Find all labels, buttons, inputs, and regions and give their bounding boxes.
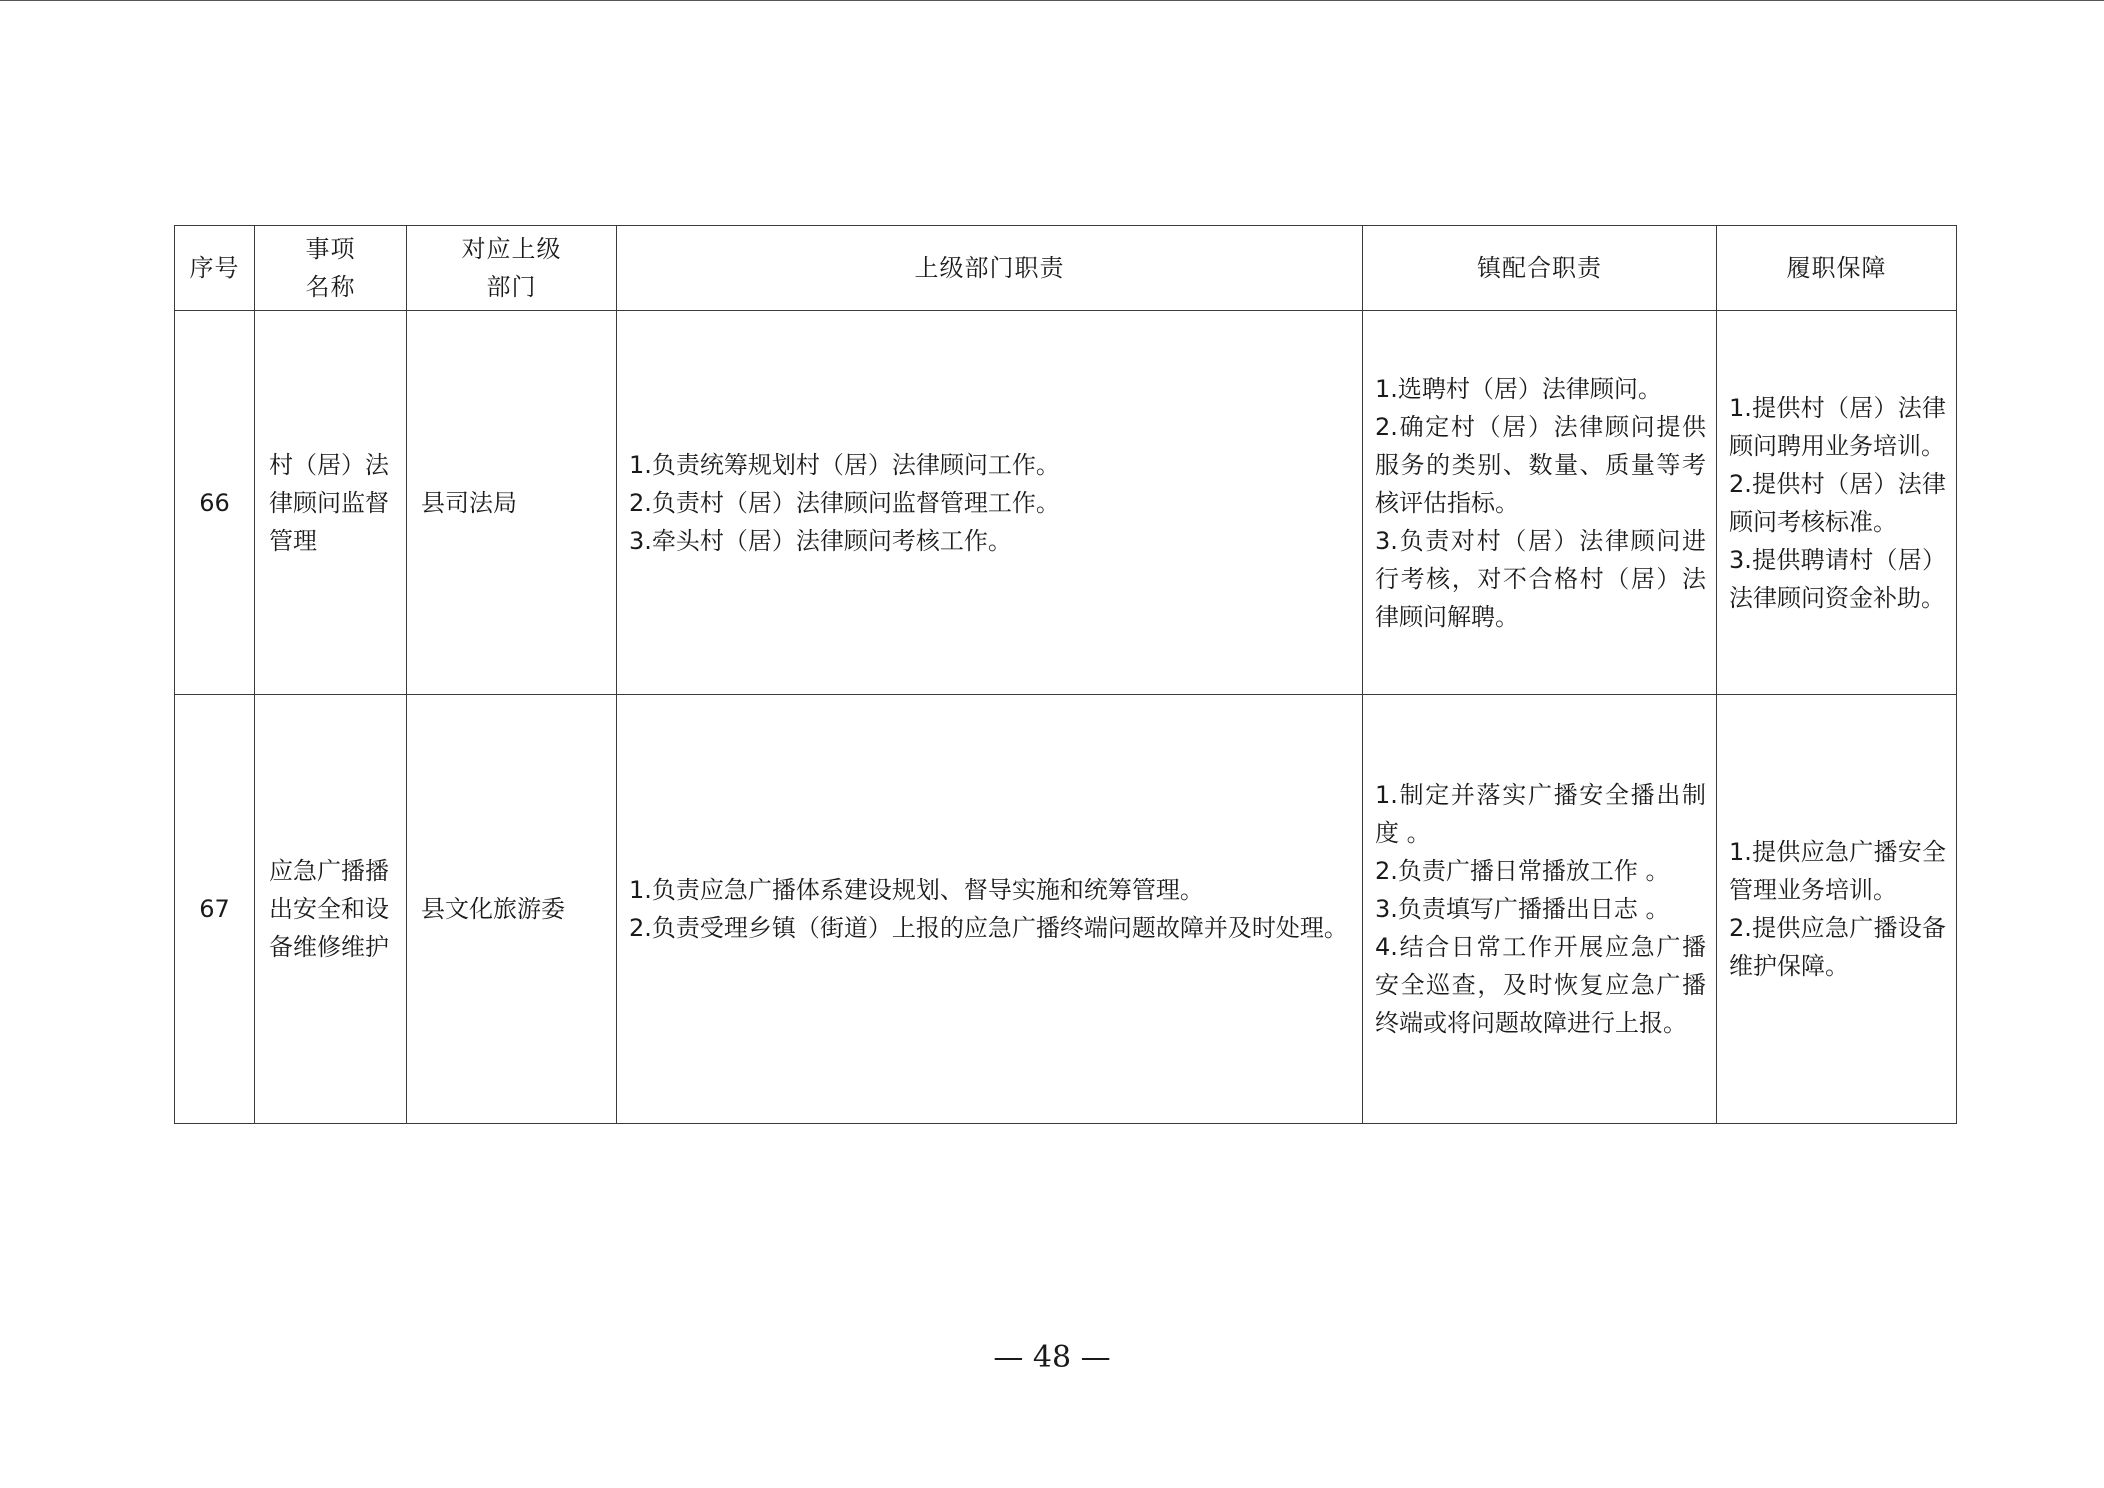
table-header-row [175,226,1957,311]
header-item-name-line1: 事项 [305,235,356,263]
row-item-name: 村（居）法律顾问监督管理 [255,311,407,695]
row-town-duties [1363,695,1717,1124]
header-item-name-line2: 名称 [305,273,356,301]
table-row [175,695,1957,1124]
header-town-duties-label: 镇配合职责 [1477,254,1602,282]
header-seq-label: 序号 [189,254,240,282]
upper-duty-item: 2.负责受理乡镇（街道）上报的应急广播终端问题故障并及时处理。 [629,914,1348,942]
header-item-name [255,226,407,311]
town-duty-item: 3.负责对村（居）法律顾问进行考核，对不合格村（居）法律顾问解聘。 [1375,526,1706,631]
upper-duty-item: 2.负责村（居）法律顾问监督管理工作。 [629,488,1060,517]
row-item-name: 应急广播播出安全和设备维修维护 [255,695,407,1124]
header-dept-line2: 部门 [486,273,537,301]
row-town-duties [1363,311,1717,695]
header-upper-duties-label: 上级部门职责 [914,254,1065,282]
header-guarantee-label: 履职保障 [1786,254,1887,282]
row-upper-duties [617,311,1363,695]
row-guarantee [1717,695,1957,1124]
guarantee-item: 2.提供应急广播设备维护保障。 [1729,914,1946,980]
upper-duty-item: 1.负责统筹规划村（居）法律顾问工作。 [629,450,1060,479]
page-number: — 48 — [993,1340,1111,1375]
row-seq: 66 [175,311,255,695]
row-dept: 县文化旅游委 [407,695,617,1124]
row-guarantee [1717,311,1957,695]
guarantee-item: 2.提供村（居）法律顾问考核标准。 [1729,469,1946,536]
town-duty-item: 1.选聘村（居）法律顾问。 [1375,374,1662,403]
header-guarantee [1717,226,1957,311]
header-dept-line1: 对应上级 [461,235,562,263]
town-duty-item: 4.结合日常工作开展应急广播安全巡查，及时恢复应急广播终端或将问题故障进行上报。 [1375,933,1706,1037]
guarantee-item: 1.提供应急广播安全管理业务培训。 [1729,838,1946,904]
table-row [175,311,1957,695]
guarantee-item: 3.提供聘请村（居）法律顾问资金补助。 [1729,545,1946,612]
upper-duty-item: 3.牵头村（居）法律顾问考核工作。 [629,526,1012,555]
upper-duty-item: 1.负责应急广播体系建设规划、督导实施和统筹管理。 [629,876,1204,904]
town-duty-item: 2.负责广播日常播放工作 。 [1375,857,1670,885]
top-border-line [0,0,2104,1]
duties-table [174,225,1957,1124]
header-upper-duties [617,226,1363,311]
header-town-duties [1363,226,1717,311]
row-upper-duties [617,695,1363,1124]
row-seq: 67 [175,695,255,1124]
guarantee-item: 1.提供村（居）法律顾问聘用业务培训。 [1729,393,1946,460]
header-dept [407,226,617,311]
header-seq [175,226,255,311]
town-duty-item: 3.负责填写广播播出日志 。 [1375,895,1670,923]
town-duty-item: 1.制定并落实广播安全播出制度 。 [1375,781,1706,847]
row-dept: 县司法局 [407,311,617,695]
town-duty-item: 2.确定村（居）法律顾问提供服务的类别、数量、质量等考核评估指标。 [1375,412,1706,517]
